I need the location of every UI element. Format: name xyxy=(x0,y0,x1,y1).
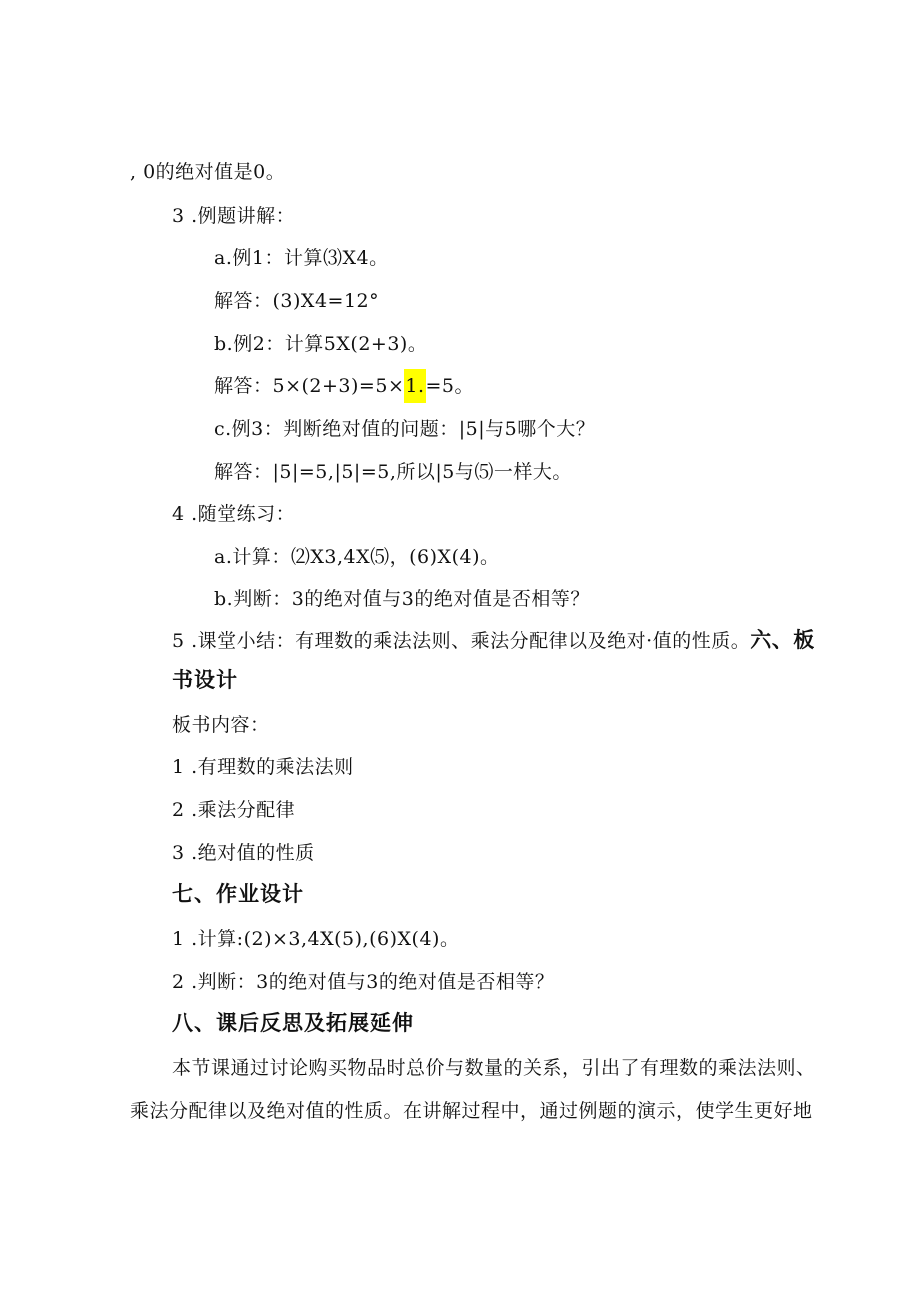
section-item-practice: 4 .随堂练习： xyxy=(172,503,296,525)
example-3: c.例3：判断绝对值的问题：|5|与5哪个大？ xyxy=(214,418,596,440)
homework-2: 2 .判断：3的绝对值与3的绝对值是否相等？ xyxy=(172,971,555,993)
section-heading-6-start: 六、板 xyxy=(750,628,815,652)
board-item-3: 3 .绝对值的性质 xyxy=(172,842,315,864)
board-item-1: 1 .有理数的乘法法则 xyxy=(172,756,354,778)
paragraph-line-1: 本节课通过讨论购买物品时总价与数量的关系，引出了有理数的乘法法则、 xyxy=(172,1057,816,1079)
practice-b: b.判断：3的绝对值与3的绝对值是否相等？ xyxy=(214,588,590,610)
answer-3: 解答：|5|=5,|5|=5,所以|5与⑸一样大。 xyxy=(214,461,572,483)
answer-2-start: 解答：5×(2+3)=5× xyxy=(214,375,405,397)
example-2: b.例2：计算5X(2+3)。 xyxy=(214,333,428,355)
section-heading-8: 八、课后反思及拓展延伸 xyxy=(172,1011,414,1035)
example-1: a.例1：计算⑶X4。 xyxy=(214,247,389,269)
board-item-2: 2 .乘法分配律 xyxy=(172,799,296,821)
homework-1: 1 .计算:(2)×3,4X(5),(6)X(4)。 xyxy=(172,928,460,950)
section-item-examples: 3 .例题讲解： xyxy=(172,205,296,227)
highlighted-text: 1. xyxy=(404,369,425,403)
section-heading-6-end: 书设计 xyxy=(172,668,238,692)
answer-1: 解答：(3)X4=12° xyxy=(214,290,380,312)
answer-2 xyxy=(214,373,474,399)
summary-text: 5 .课堂小结：有理数的乘法法则、乘法分配律以及绝对·值的性质。 xyxy=(172,630,751,652)
board-content-label: 板书内容： xyxy=(172,714,270,736)
answer-2-end: =5。 xyxy=(425,375,475,397)
paragraph-line-2: 乘法分配律以及绝对值的性质。在讲解过程中，通过例题的演示，使学生更好地 xyxy=(130,1100,813,1122)
text-line: , 0的绝对值是0。 xyxy=(130,161,286,183)
practice-a: a.计算：⑵X3,4X⑸，(6)X(4)。 xyxy=(214,546,500,568)
section-item-summary xyxy=(172,627,815,654)
section-heading-7: 七、作业设计 xyxy=(172,882,304,906)
